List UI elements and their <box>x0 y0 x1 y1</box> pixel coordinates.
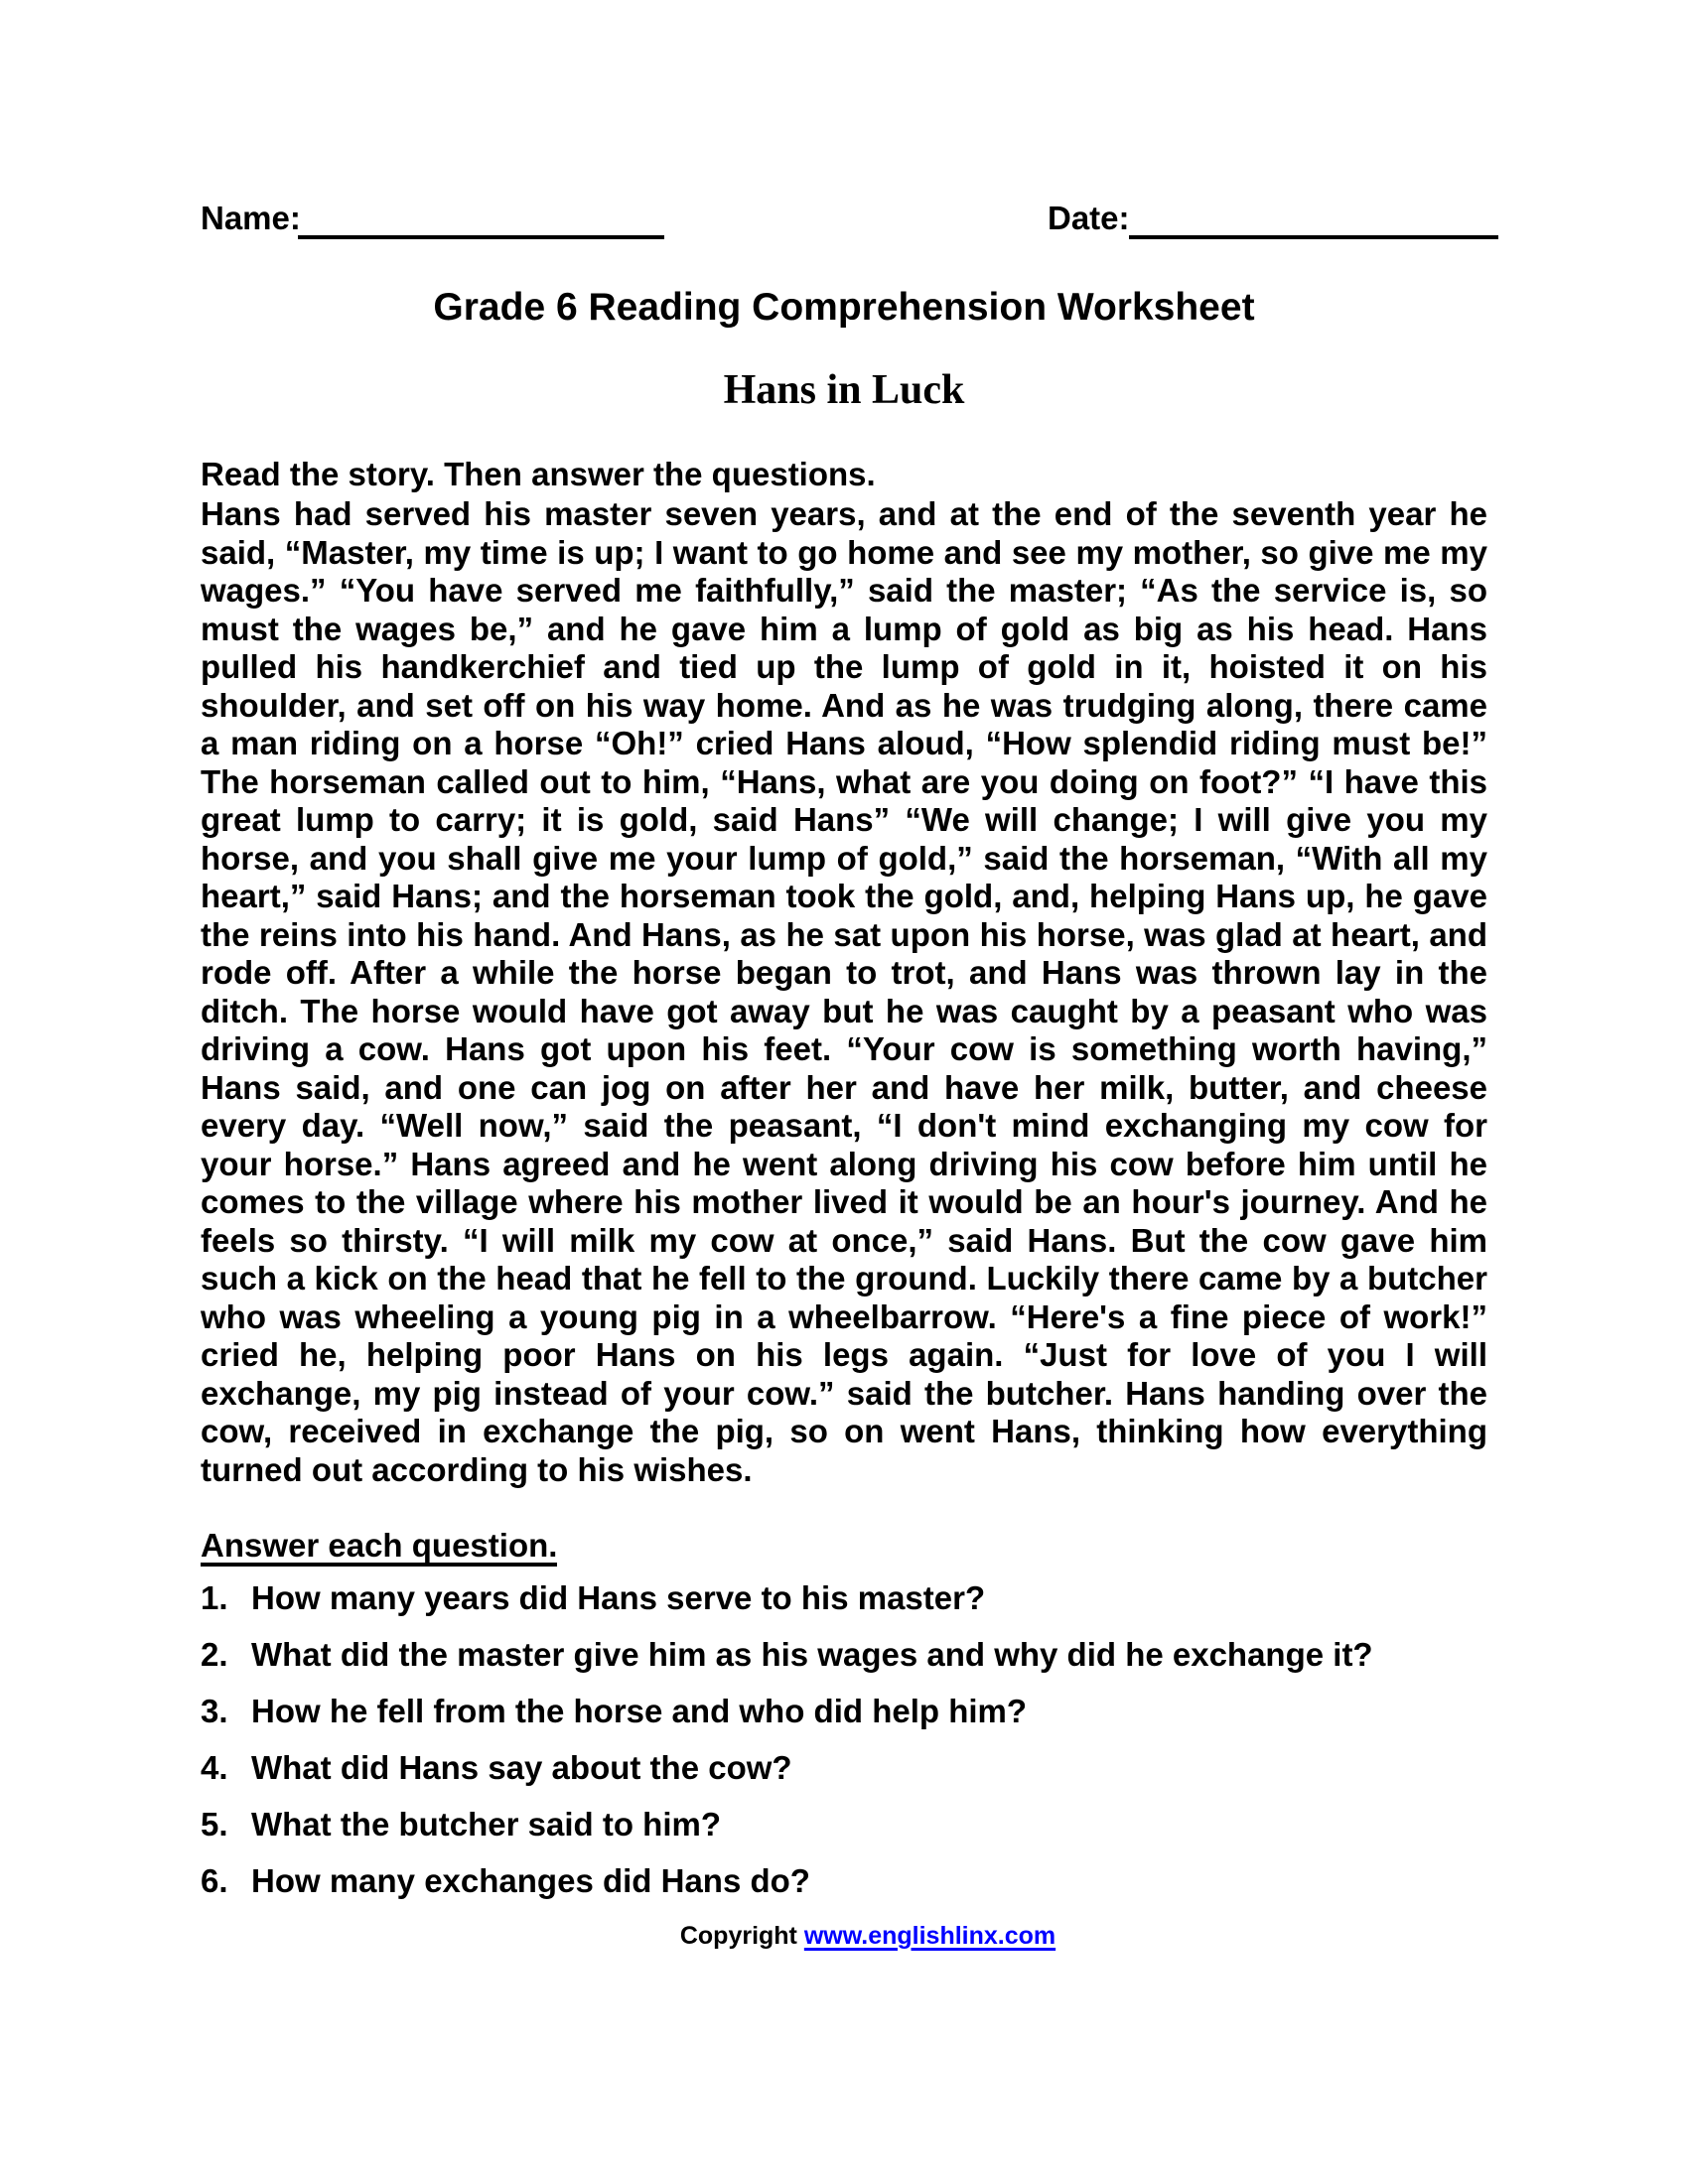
question-text: What the butcher said to him? <box>251 1806 722 1843</box>
copyright-text: Copyright <box>679 1922 804 1950</box>
question-item <box>201 1693 1487 1731</box>
question-text: What did Hans say about the cow? <box>251 1749 792 1786</box>
question-text: How he fell from the horse and who did help him? <box>251 1693 1028 1729</box>
question-number: 6. <box>201 1862 228 1899</box>
question-text: How many exchanges did Hans do? <box>251 1862 810 1899</box>
question-number: 3. <box>201 1693 228 1729</box>
worksheet-title: Grade 6 Reading Comprehension Worksheet <box>433 286 1255 329</box>
question-item <box>201 1636 1487 1675</box>
questions-heading-text: Answer each question. <box>201 1529 557 1567</box>
story-paragraph: Hans had served his master seven years, and at the end of the seventh year he said, “Master, my time is up; I want to go home and see my mother, so give me my wages.” “You have served me faithfully,” said the master; “As the service is, so must the wages be,” and he gave him a lump of gold as big as his head. Hans pulled his handkerchief and tied up the lump of gold in it, hoisted it on his shoulder, and set off on his way home. And as he was trudging along, there came a man riding on a horse “Oh!” cried Hans aloud, “How splendid riding must be!” The horseman called out to him, “Hans, what are you doing on foot?” “I have this great lump to carry; it is gold, said Hans” “We will change; I will give you my horse, and you shall give me your lump of gold,” said the horseman, “With all my heart,” said Hans; and the horseman took the gold, and, helping Hans up, he gave the reins into his hand. And Hans, as he sat upon his horse, was glad at heart, and rode off. After a while the horse began to trot, and Hans was thrown lay in the ditch. The horse would have got away but he was caught by a peasant who was driving a cow. Hans got upon his feet. “Your cow is something worth having,” Hans said, and one can jog on after her and have her milk, butter, and cheese every day. “Well now,” said the peasant, “I don't mind exchanging my cow for your horse.” Hans agreed and he went along driving his cow before him until he comes to the village where his mother lived it would be an hour's journey. And he feels so thirsty. “I will milk my cow at once,” said Hans. But the cow gave him such a kick on the head that he fell to the ground. Luckily there came by a butcher who was wheeling a young pig in a wheelbarrow. “Here's a fine piece of work!” cried he, helping poor Hans on his legs again. “Just for love of you I will exchange, my pig instead of your cow.” said the butcher. Hans handing over the cow, received in exchange the pig, so on went Hans, thinking how everything turned out according to his wishes. <box>201 495 1487 1488</box>
story-title: Hans in Luck <box>723 367 965 413</box>
question-item <box>201 1806 1487 1844</box>
question-number: 4. <box>201 1749 228 1786</box>
name-blank-line <box>298 205 664 239</box>
copyright-link[interactable]: www.englishlinx.com <box>803 1922 1056 1950</box>
question-text: What did the master give him as his wages and why did he exchange it? <box>251 1636 1373 1673</box>
question-text: How many years did Hans serve to his master? <box>251 1579 986 1616</box>
question-number: 5. <box>201 1806 228 1843</box>
page-footer <box>0 1923 1688 1949</box>
name-label: Name: <box>201 200 301 236</box>
question-number: 2. <box>201 1636 228 1673</box>
question-item <box>201 1749 1487 1788</box>
instructions-text: Read the story. Then answer the questions. <box>201 456 876 492</box>
questions-list <box>201 1579 1487 1919</box>
date-blank-line <box>1129 205 1498 239</box>
question-number: 1. <box>201 1579 228 1616</box>
question-item <box>201 1862 1487 1901</box>
questions-heading <box>201 1529 557 1567</box>
question-item <box>201 1579 1487 1618</box>
date-label: Date: <box>1048 200 1130 236</box>
